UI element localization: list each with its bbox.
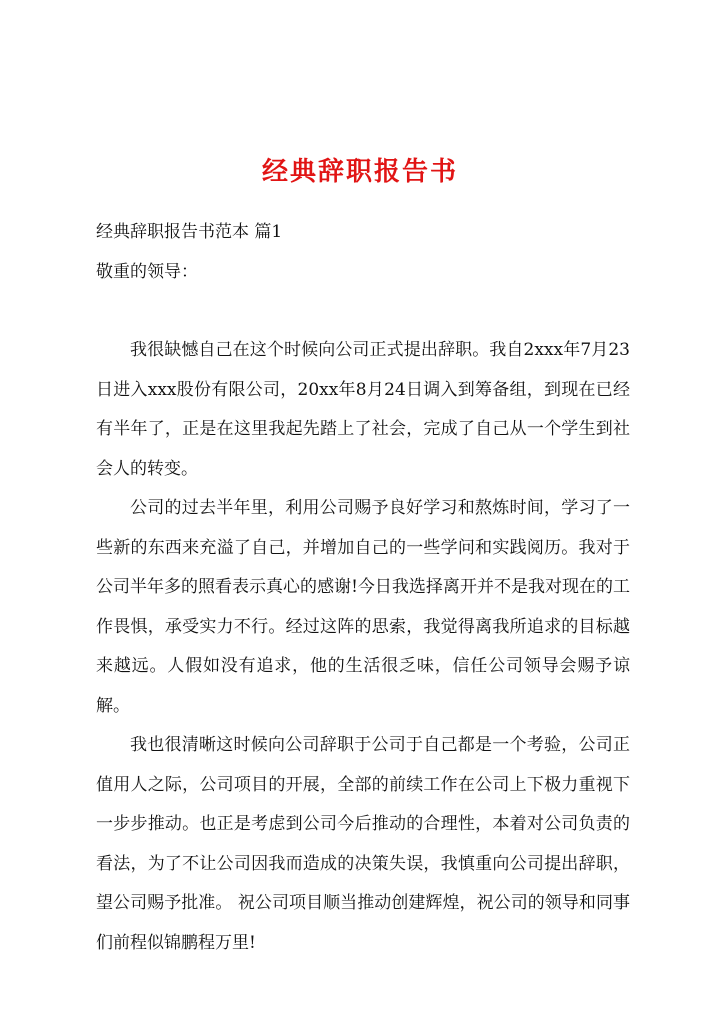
paragraph-3: 我也很清晰这时候向公司辞职于公司于自己都是一个考验，公司正值用人之际，公司项目的开展，全部的前续工作在公司上下极力重视下一步步推动。也正是考虑到公司今后推动的合理性，本着对公司负责的看法，为了不让公司因我而造成的决策失误，我慎重向公司提出辞职，望公司赐予批准。 祝公司项目顺当推动创建辉煌，祝公司的领导和同事们前程似锦鹏程万里! — [96, 735, 630, 953]
document-subtitle: 经典辞职报告书范本 篇1 — [96, 222, 283, 242]
salutation: 敬重的领导： — [96, 262, 198, 282]
paragraph-1: 我很缺憾自己在这个时候向公司正式提出辞职。我自2xxx年7月23日进入xxx股份有限公司，20xx年8月24日调入到筹备组，到现在已经有半年了，正是在这里我起先踏上了社会，完成了自己从一个学生到社会人的转变。 — [96, 340, 630, 479]
letter-body — [96, 331, 630, 963]
document-title: 经典辞职报告书 — [261, 157, 458, 187]
paragraph-2: 公司的过去半年里，利用公司赐予良好学习和熬炼时间，学习了一些新的东西来充溢了自己，并增加自己的一些学问和实践阅历。我对于公司半年多的照看表示真心的感谢!今日我选择离开并不是我对现在的工作畏惧，承受实力不行。经过这阵的思索，我觉得离我所追求的目标越来越远。人假如没有追求，他的生活很乏味，信任公司领导会赐予谅解。 — [96, 498, 630, 716]
